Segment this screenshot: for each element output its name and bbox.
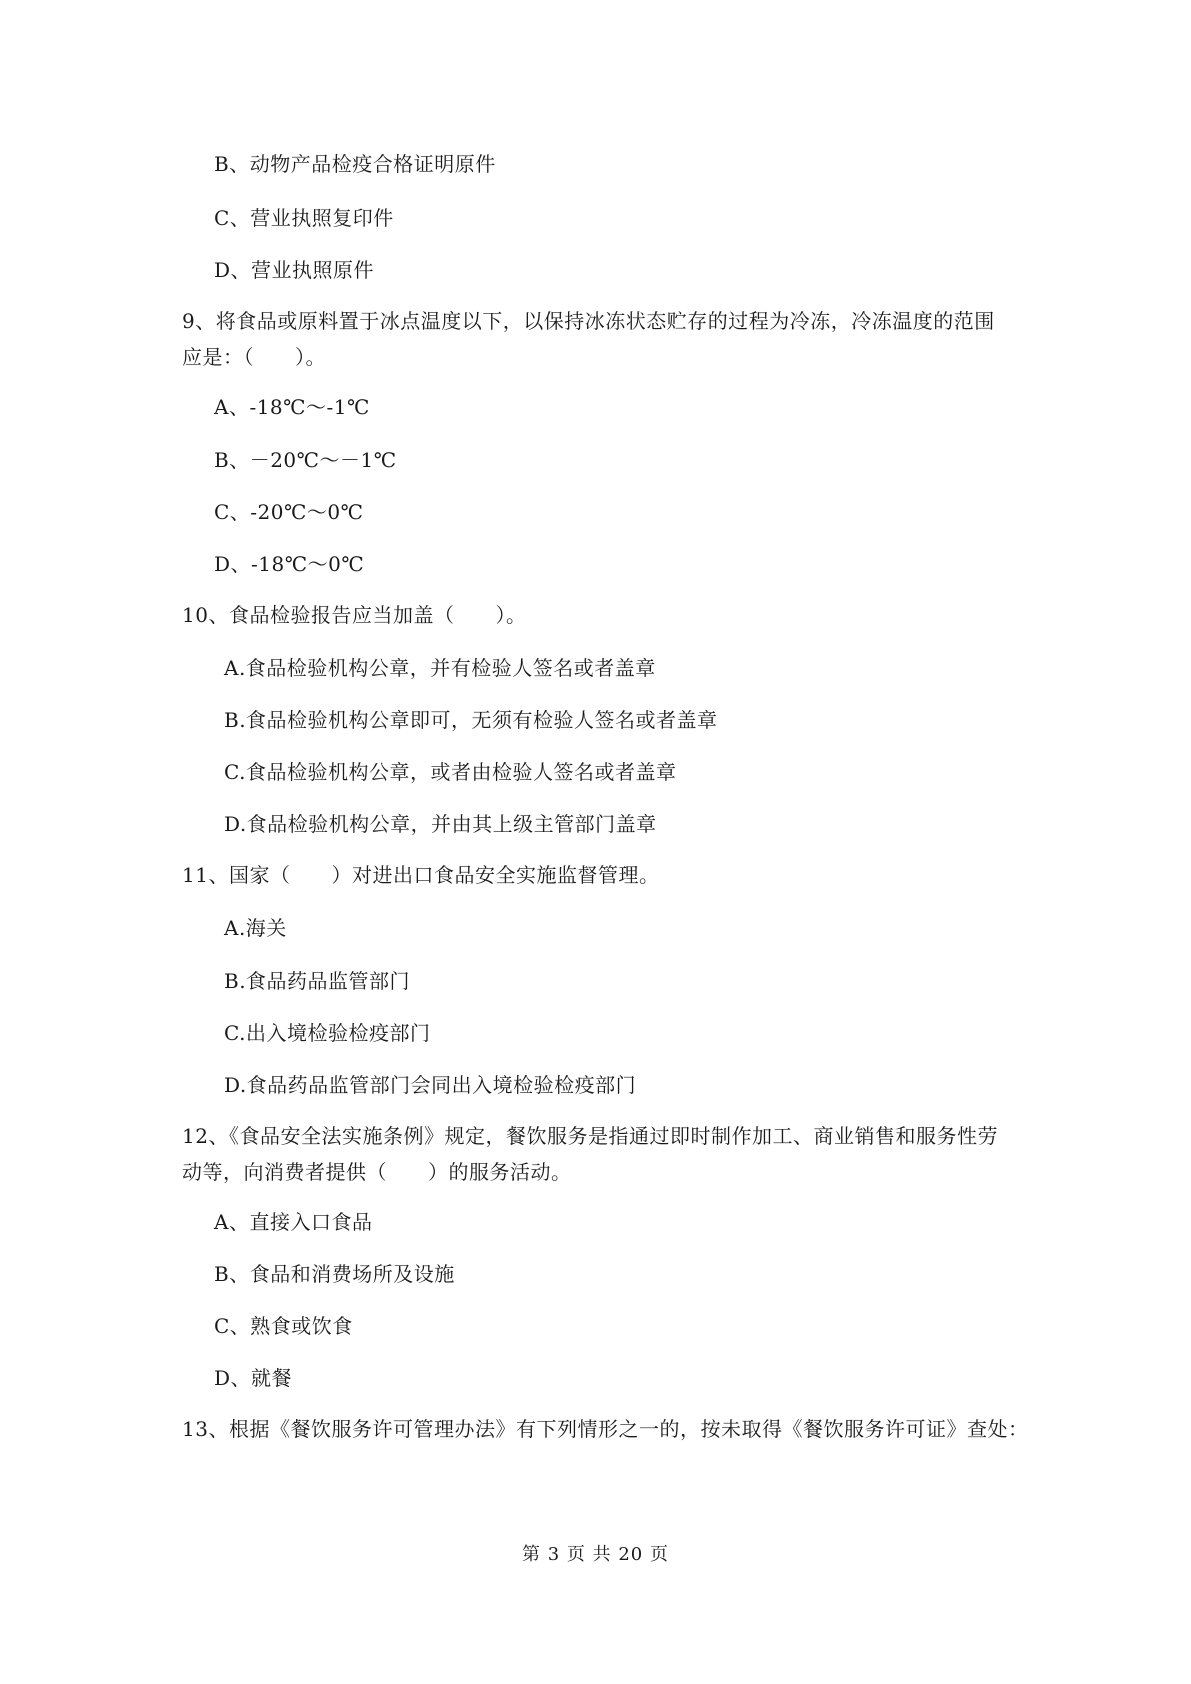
q10-option-c: C.食品检验机构公章，或者由检验人签名或者盖章 [224, 760, 677, 784]
q12-option-b: B、食品和消费场所及设施 [214, 1262, 455, 1286]
q10-option-a: A.食品检验机构公章，并有检验人签名或者盖章 [224, 656, 656, 680]
q8-option-d: D、营业执照原件 [214, 258, 375, 282]
q9-option-d: D、-18℃～0℃ [214, 552, 365, 576]
page-footer: 第 3 页 共 20 页 [522, 1544, 669, 1565]
q9-text-line1: 9、将食品或原料置于冰点温度以下，以保持冰冻状态贮存的过程为冷冻，冷冻温度的范围 [182, 309, 995, 333]
q10-text: 10、食品检验报告应当加盖（ ）。 [182, 603, 527, 627]
q11-option-b: B.食品药品监管部门 [224, 969, 411, 993]
q9-text-line2: 应是：（ ）。 [182, 345, 326, 369]
q8-option-b: B、动物产品检疫合格证明原件 [214, 152, 496, 176]
q13-text: 13、根据《餐饮服务许可管理办法》有下列情形之一的，按未取得《餐饮服务许可证》查处： [182, 1417, 1029, 1441]
q12-option-c: C、熟食或饮食 [214, 1314, 353, 1338]
q11-option-a: A.海关 [224, 916, 287, 940]
q10-option-d: D.食品检验机构公章，并由其上级主管部门盖章 [224, 812, 657, 836]
q11-text: 11、国家（ ）对进出口食品安全实施监督管理。 [182, 863, 660, 887]
q9-option-c: C、-20℃～0℃ [214, 500, 364, 524]
q12-text-line2: 动等，向消费者提供（ ）的服务活动。 [182, 1160, 572, 1184]
q11-option-d: D.食品药品监管部门会同出入境检验检疫部门 [224, 1073, 637, 1097]
q11-option-c: C.出入境检验检疫部门 [224, 1021, 431, 1045]
q10-option-b: B.食品检验机构公章即可，无须有检验人签名或者盖章 [224, 708, 718, 732]
q12-text-line1: 12、《食品安全法实施条例》规定，餐饮服务是指通过即时制作加工、商业销售和服务性劳 [182, 1124, 998, 1148]
q12-option-a: A、直接入口食品 [214, 1210, 373, 1234]
q9-option-a: A、-18℃～-1℃ [214, 395, 370, 419]
q9-option-b: B、－20℃～－1℃ [214, 448, 397, 472]
q8-option-c: C、营业执照复印件 [214, 206, 394, 230]
q12-option-d: D、就餐 [214, 1366, 293, 1390]
